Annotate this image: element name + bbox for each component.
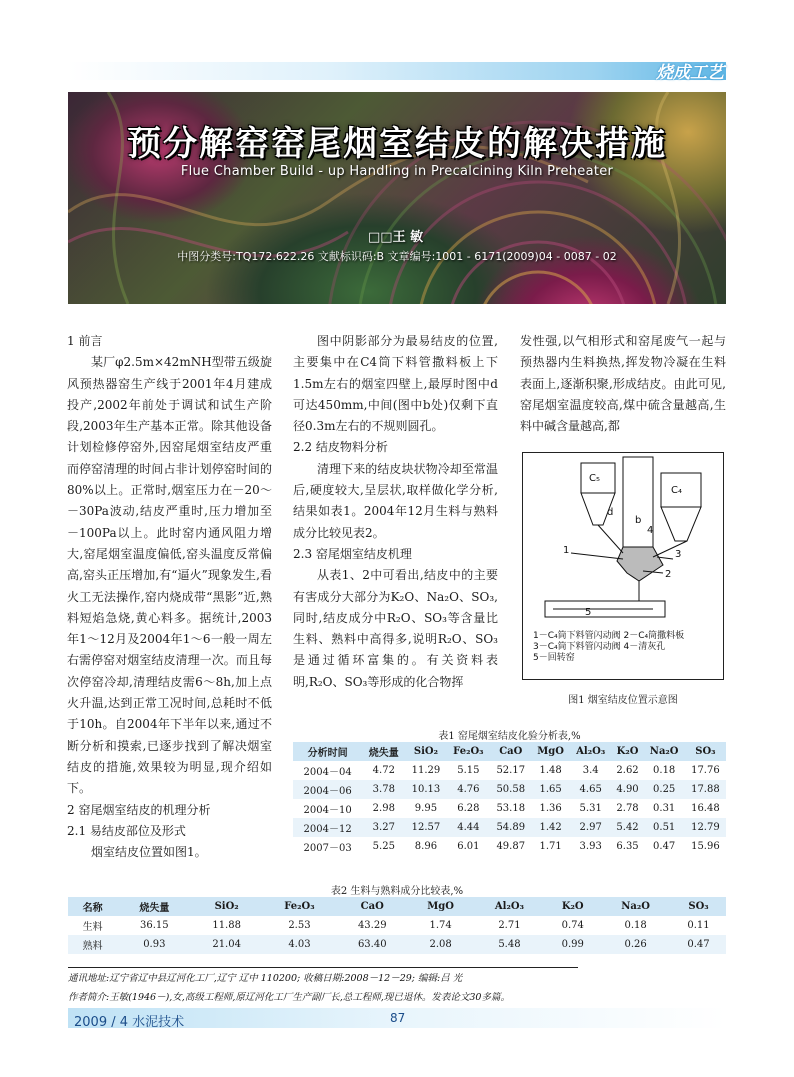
column-header: SO₃	[695, 746, 716, 757]
fig-label-2: 2	[665, 569, 672, 580]
figure-1	[522, 452, 724, 680]
body-column-1	[67, 331, 272, 863]
table-cell: 36.15	[140, 920, 169, 931]
table-cell: 3.93	[579, 841, 602, 852]
table-cell: 0.11	[687, 920, 710, 931]
author-line: □□王 敏	[368, 230, 424, 245]
table-cell: 4.90	[616, 784, 639, 795]
paragraph: 发性强,以气相形式和窑尾废气一起与预热器内生料换热,挥发物冷凝在生料表面上,逐渐积聚,形成结皮。由此可见,窑尾烟室温度较高,煤中硫含量越高,生料中碱含量越高,都	[520, 334, 726, 434]
table-cell: 2.97	[579, 822, 602, 833]
column-header: 烧失量	[139, 903, 170, 914]
table-cell: 2.78	[616, 803, 639, 814]
footnote-author-bio: 作者简介:王敏(1946－),女,高级工程师,原辽河化工厂生产副厂长,总工程师,现已退休。发表论文30多篇。	[68, 992, 510, 1003]
figure-caption: 图1 烟室结皮位置示意图	[568, 695, 678, 706]
table-cell: 0.18	[624, 920, 647, 931]
table-cell: 2.71	[498, 920, 521, 931]
table-cell: 4.76	[457, 784, 480, 795]
table-cell: 5.15	[457, 765, 480, 776]
fig-label-4: 4	[647, 525, 654, 536]
table-row	[293, 837, 726, 856]
table-cell: 0.74	[561, 920, 584, 931]
column-header: Fe₂O₃	[284, 901, 315, 912]
column-header: CaO	[360, 901, 384, 912]
table-cell: 2.62	[616, 765, 639, 776]
table-cell: 2007－03	[303, 843, 352, 854]
paragraph: 图中阴影部分为最易结皮的位置,主要集中在C4筒下料管撒料板上下1.5m左右的烟室四壁上,最厚时图中d可达450mm,中间(图中b处)仅剩下直径0.3m左右的不规则圆孔。	[293, 334, 498, 434]
column-header: 分析时间	[307, 748, 348, 759]
article-subtitle-en: Flue Chamber Build - up Handling in Precalcining Kiln Preheater	[180, 164, 614, 179]
legend-line: 5－回转窑	[533, 653, 575, 663]
table-cell: 2004－10	[303, 805, 352, 816]
paragraph: 某厂φ2.5m×42mNH型带五级旋风预热器窑生产线于2001年4月建成投产,2002年前处于调试和试生产阶段,2003年生产基本正常。除其他设备计划检修停窑外,因窑尾烟室结皮严重而停窑清理的时间占非计划停窑时间的80%以上。正常时,烟室压力在－20～－30Pa波动,结皮严重时,压力增加至－100Pa以上。此时窑内通风阻力增大,窑尾烟室温度偏低,窑头温度反常偏高,窑头正压增加,有“逼火”现象发生,看火工无法操作,窑内烧成带“黑影”近,熟料短焰急烧,黄心料多。据统计,2003年1～12月及2004年1～6一般一周左右需停窑对烟室结皮清理一次。而且每次停窑冷却,清理结皮需6～8h,加上点火升温,达到正常工况时间,总耗时不低于10h。自2004年下半年以来,通过不断分析和摸索,已逐步找到了解决烟室结皮的措施,效果较为明显,现介绍如下。	[67, 355, 272, 796]
table-cell: 50.58	[496, 784, 526, 795]
column-header: 名称	[82, 903, 103, 914]
table-cell: 1.42	[539, 822, 562, 833]
table-cell: 3.78	[372, 784, 395, 795]
table-cell: 5.25	[372, 841, 395, 852]
table2-caption: 表2 生料与熟料成分比较表,%	[330, 886, 464, 897]
heading-mechanism: 2 窑尾烟室结皮的机理分析	[67, 802, 211, 817]
column-header: K₂O	[561, 901, 584, 912]
classification-line: 中图分类号:TQ172.622.26 文献标识码:B 文章编号:1001 - 6171(2009)04 - 0087 - 02	[177, 250, 617, 263]
table-cell: 5.48	[498, 939, 521, 950]
table-cell: 6.35	[616, 841, 639, 852]
title-banner	[68, 92, 726, 304]
table-cell: 2.08	[429, 939, 452, 950]
table-cell: 0.47	[653, 841, 676, 852]
footnote-rule	[68, 967, 578, 968]
table-cell: 0.93	[143, 939, 166, 950]
table-cell: 63.40	[357, 939, 387, 950]
table-cell: 6.28	[457, 803, 480, 814]
column-header: SiO₂	[214, 901, 239, 912]
preheater-diagram	[523, 453, 723, 629]
footer-band	[68, 1008, 726, 1028]
heading-intro: 1 前言	[67, 334, 103, 348]
body-column-2	[293, 331, 498, 693]
fig-label-b: b	[635, 515, 642, 526]
table-cell: 2.98	[372, 803, 395, 814]
table-cell: 52.17	[496, 765, 526, 776]
table1-caption: 表1 窑尾烟室结皮化验分析表,%	[438, 731, 581, 742]
table-cell: 1.71	[539, 841, 562, 852]
table-cell: 10.13	[411, 784, 441, 795]
column-header: SO₃	[688, 901, 709, 912]
paragraph: 清理下来的结皮块状物冷却至常温后,硬度较大,呈层状,取样做化学分析,结果如表1。2004年12月生料与熟料成分比较见表2。	[293, 461, 498, 540]
page-number: 87	[390, 1011, 406, 1025]
table-cell: 0.99	[561, 939, 584, 950]
table-cell: 熟料	[82, 941, 103, 952]
legend-line: 1－C₄筒下料管闪动阀 2－C₄筒撒料板	[533, 631, 685, 641]
fig-label-c5: C₅	[589, 473, 600, 484]
table-cell: 12.79	[691, 822, 720, 833]
table-cell: 0.47	[687, 939, 710, 950]
table-cell: 1.74	[429, 920, 452, 931]
table-cell: 1.48	[539, 765, 562, 776]
table-kiln-buildup-analysis	[293, 742, 726, 856]
table-cell: 2004－06	[303, 786, 352, 797]
table-cell: 12.57	[411, 822, 441, 833]
table-cell: 3.27	[372, 822, 395, 833]
table-cell: 生料	[82, 922, 103, 933]
table-cell: 0.25	[653, 784, 676, 795]
column-header: 烧失量	[368, 748, 399, 759]
table-cell: 2004－12	[303, 824, 352, 835]
heading-location: 2.1 易结皮部位及形式	[67, 823, 186, 838]
table-cell: 11.29	[411, 765, 441, 776]
section-label: 烧成工艺	[656, 63, 724, 83]
table-cell: 15.96	[691, 841, 720, 852]
table-cell: 49.87	[496, 841, 526, 852]
column-header: Al₂O₃	[494, 901, 524, 912]
table-cell: 4.65	[579, 784, 602, 795]
column-header: SiO₂	[413, 746, 438, 757]
fig-label-1: 1	[563, 545, 570, 556]
table-cell: 2004－04	[303, 767, 352, 778]
table-cell: 0.31	[653, 803, 676, 814]
table-cell: 1.36	[539, 803, 562, 814]
table-cell: 2.53	[288, 920, 311, 931]
journal-issue: 2009 / 4 水泥技术	[74, 1015, 185, 1030]
table-header-row	[293, 742, 726, 761]
figure-legend	[533, 631, 684, 664]
table-cell: 9.95	[414, 803, 438, 814]
table-cell: 6.01	[457, 841, 480, 852]
table-cell: 3.4	[582, 765, 599, 776]
fig-label-5: 5	[585, 607, 592, 618]
column-header: Na₂O	[621, 901, 650, 912]
paragraph: 从表1、2中可看出,结皮中的主要有害成分大部分为K₂O、Na₂O、SO₃,同时,结皮成分中R₂O、SO₃等含量比生料、熟料中高得多,说明R₂O、SO₃是通过循环富集的。有关资料表明,R₂O、SO₃等形成的化合物挥	[293, 568, 498, 689]
table-cell: 21.04	[212, 939, 241, 950]
table-row	[293, 780, 726, 799]
column-header: MgO	[427, 901, 454, 912]
column-header: CaO	[499, 746, 523, 757]
table-cell: 16.48	[691, 803, 720, 814]
table-row	[68, 916, 726, 935]
fig-label-c4: C₄	[671, 485, 682, 496]
table-header-row	[68, 897, 726, 916]
footnote-address: 通讯地址:辽宁省辽中县辽河化工厂,辽宁 辽中 110200; 收稿日期:2008－12－29; 编辑:吕 光	[68, 973, 463, 984]
table-cell: 5.42	[616, 822, 639, 833]
fig-label-3: 3	[675, 549, 682, 560]
table-cell: 4.72	[372, 765, 395, 776]
column-header: Fe₂O₃	[453, 746, 484, 757]
table-row	[293, 818, 726, 837]
paragraph: 烟室结皮位置如图1。	[91, 845, 207, 860]
table-cell: 17.88	[691, 784, 720, 795]
body-column-3	[520, 331, 726, 437]
heading-material-analysis: 2.2 结皮物料分析	[293, 440, 388, 455]
column-header: Na₂O	[649, 746, 679, 757]
table-cell: 1.65	[539, 784, 562, 795]
table-cell: 17.76	[691, 765, 720, 776]
table-row	[68, 935, 726, 954]
legend-line: 3－C₄筒下料管闪动阀 4－清灰孔	[533, 642, 666, 652]
table-cell: 43.29	[357, 920, 387, 931]
table-row	[293, 761, 726, 780]
table-cell: 5.31	[579, 803, 602, 814]
table-raw-meal-clinker	[68, 897, 726, 954]
article-title: 预分解窑窑尾烟室结皮的解决措施	[127, 124, 667, 164]
table-cell: 8.96	[414, 841, 438, 852]
table-cell: 53.18	[496, 803, 526, 814]
column-header: K₂O	[616, 746, 639, 757]
fig-label-d: d	[607, 507, 614, 518]
table-cell: 4.03	[288, 939, 311, 950]
column-header: Al₂O₃	[576, 746, 606, 757]
table-cell: 54.89	[496, 822, 526, 833]
table-cell: 0.26	[624, 939, 647, 950]
table-cell: 0.18	[653, 765, 676, 776]
column-header: MgO	[537, 746, 564, 757]
table-cell: 11.88	[212, 920, 241, 931]
heading-buildup-mechanism: 2.3 窑尾烟室结皮机理	[293, 546, 412, 561]
table-cell: 0.51	[653, 822, 676, 833]
table-row	[293, 799, 726, 818]
header-band	[68, 62, 726, 83]
table-cell: 4.44	[457, 822, 480, 833]
